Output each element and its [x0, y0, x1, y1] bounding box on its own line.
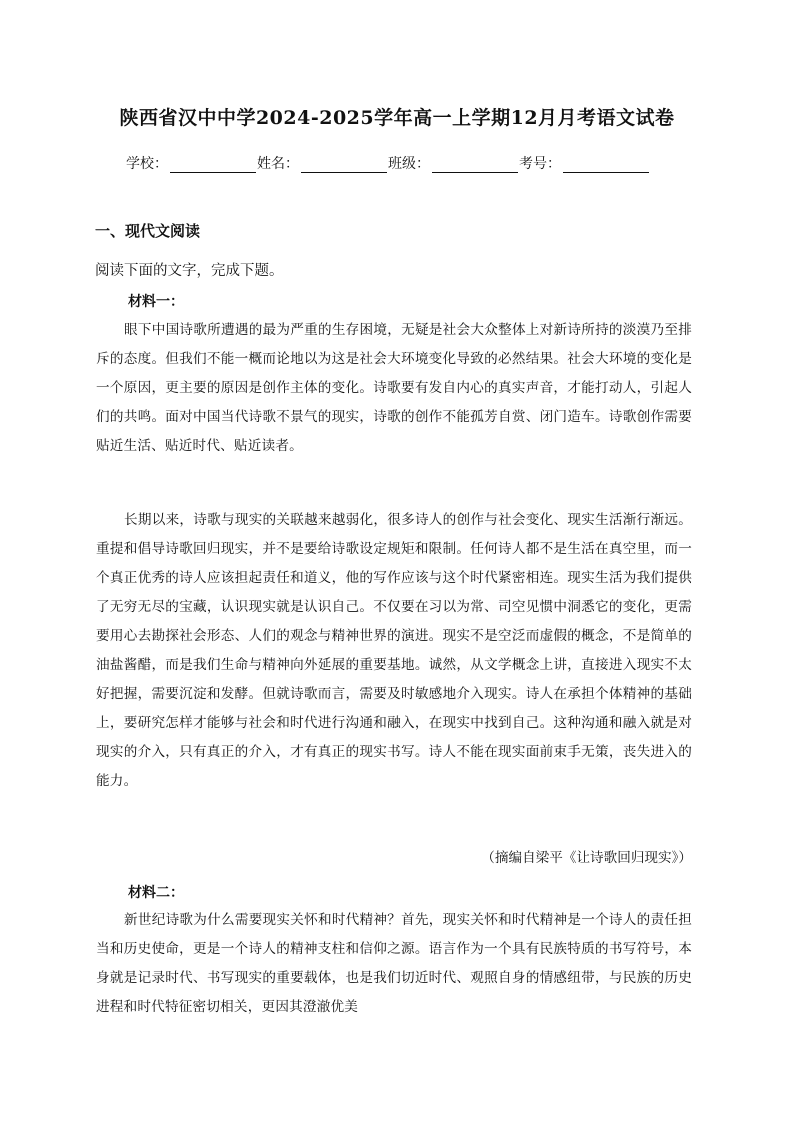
section-heading: 一、现代文阅读 [95, 222, 201, 240]
material-two-label: 材料二： [128, 885, 184, 901]
page-title: 陕西省汉中中学2024-2025学年高一上学期12月月考语文试卷 [119, 107, 675, 129]
name-field[interactable] [301, 156, 387, 173]
material-one-paragraph: 长期以来，诗歌与现实的关联越来越弱化，很多诗人的创作与社会变化、现实生活渐行渐远。重提和倡导诗歌回归现实，并不是要给诗歌设定规矩和限制。任何诗人都不是生活在真空里，而一个真正优秀的诗人应该担起责任和道义，他的写作应该与这个时代紧密相连。现实生活为我们提供了无穷无尽的宝藏，认识现实就是认识自己。不仅要在习以为常、司空见惯中洞悉它的变化，更需要用心去勘探社会形态、人们的观念与精神世界的演进。现实不是空泛而虚假的概念，不是简单的油盐酱醋，而是我们生命与精神向外延展的重要基地。诚然，从文学概念上讲，直接进入现实不太好把握，需要沉淀和发酵。但就诗歌而言，需要及时敏感地介入现实。诗人在承担个体精神的基础上，要研究怎样才能够与社会和时代进行沟通和融入，在现实中找到自己。这种沟通和融入就是对现实的介入，只有真正的介入，才有真正的现实书写。诗人不能在现实面前束手无策，丧失进入的能力。 [96, 512, 692, 789]
student-info-line [126, 153, 650, 173]
material-two-paragraph: 新世纪诗歌为什么需要现实关怀和时代精神？首先，现实关怀和时代精神是一个诗人的责任担当和历史使命，更是一个诗人的精神支柱和信仰之源。语言作为一个具有民族特质的书写符号，本身就是记录时代、书写现实的重要载体，也是我们切近时代、观照自身的情感纽带，与民族的历史进程和时代特征密切相关，更因其澄澈优美 [96, 912, 692, 1015]
exam-number-label: 考号： [519, 156, 561, 172]
material-one-paragraph: 眼下中国诗歌所遭遇的最为严重的生存困境，无疑是社会大众整体上对新诗所持的淡漠乃至排斥的态度。但我们不能一概而论地以为这是社会大环境变化导致的必然结果。社会大环境的变化是一个原因，更主要的原因是创作主体的变化。诗歌要有发自内心的真实声音，才能打动人，引起人们的共鸣。面对中国当代诗歌不景气的现实，诗歌的创作不能孤芳自赏、闭门造车。诗歌创作需要贴近生活、贴近时代、贴近读者。 [96, 322, 692, 454]
reading-instruction: 阅读下面的文字，完成下题。 [95, 263, 284, 279]
school-label: 学校： [126, 156, 168, 172]
name-label: 姓名： [257, 156, 299, 172]
class-field[interactable] [432, 156, 518, 173]
exam-number-field[interactable] [563, 156, 649, 173]
class-label: 班级： [388, 156, 430, 172]
school-field[interactable] [170, 156, 256, 173]
material-one-source: （摘编自梁平《让诗歌回归现实》） [481, 850, 692, 866]
material-one-label: 材料一： [128, 294, 184, 310]
